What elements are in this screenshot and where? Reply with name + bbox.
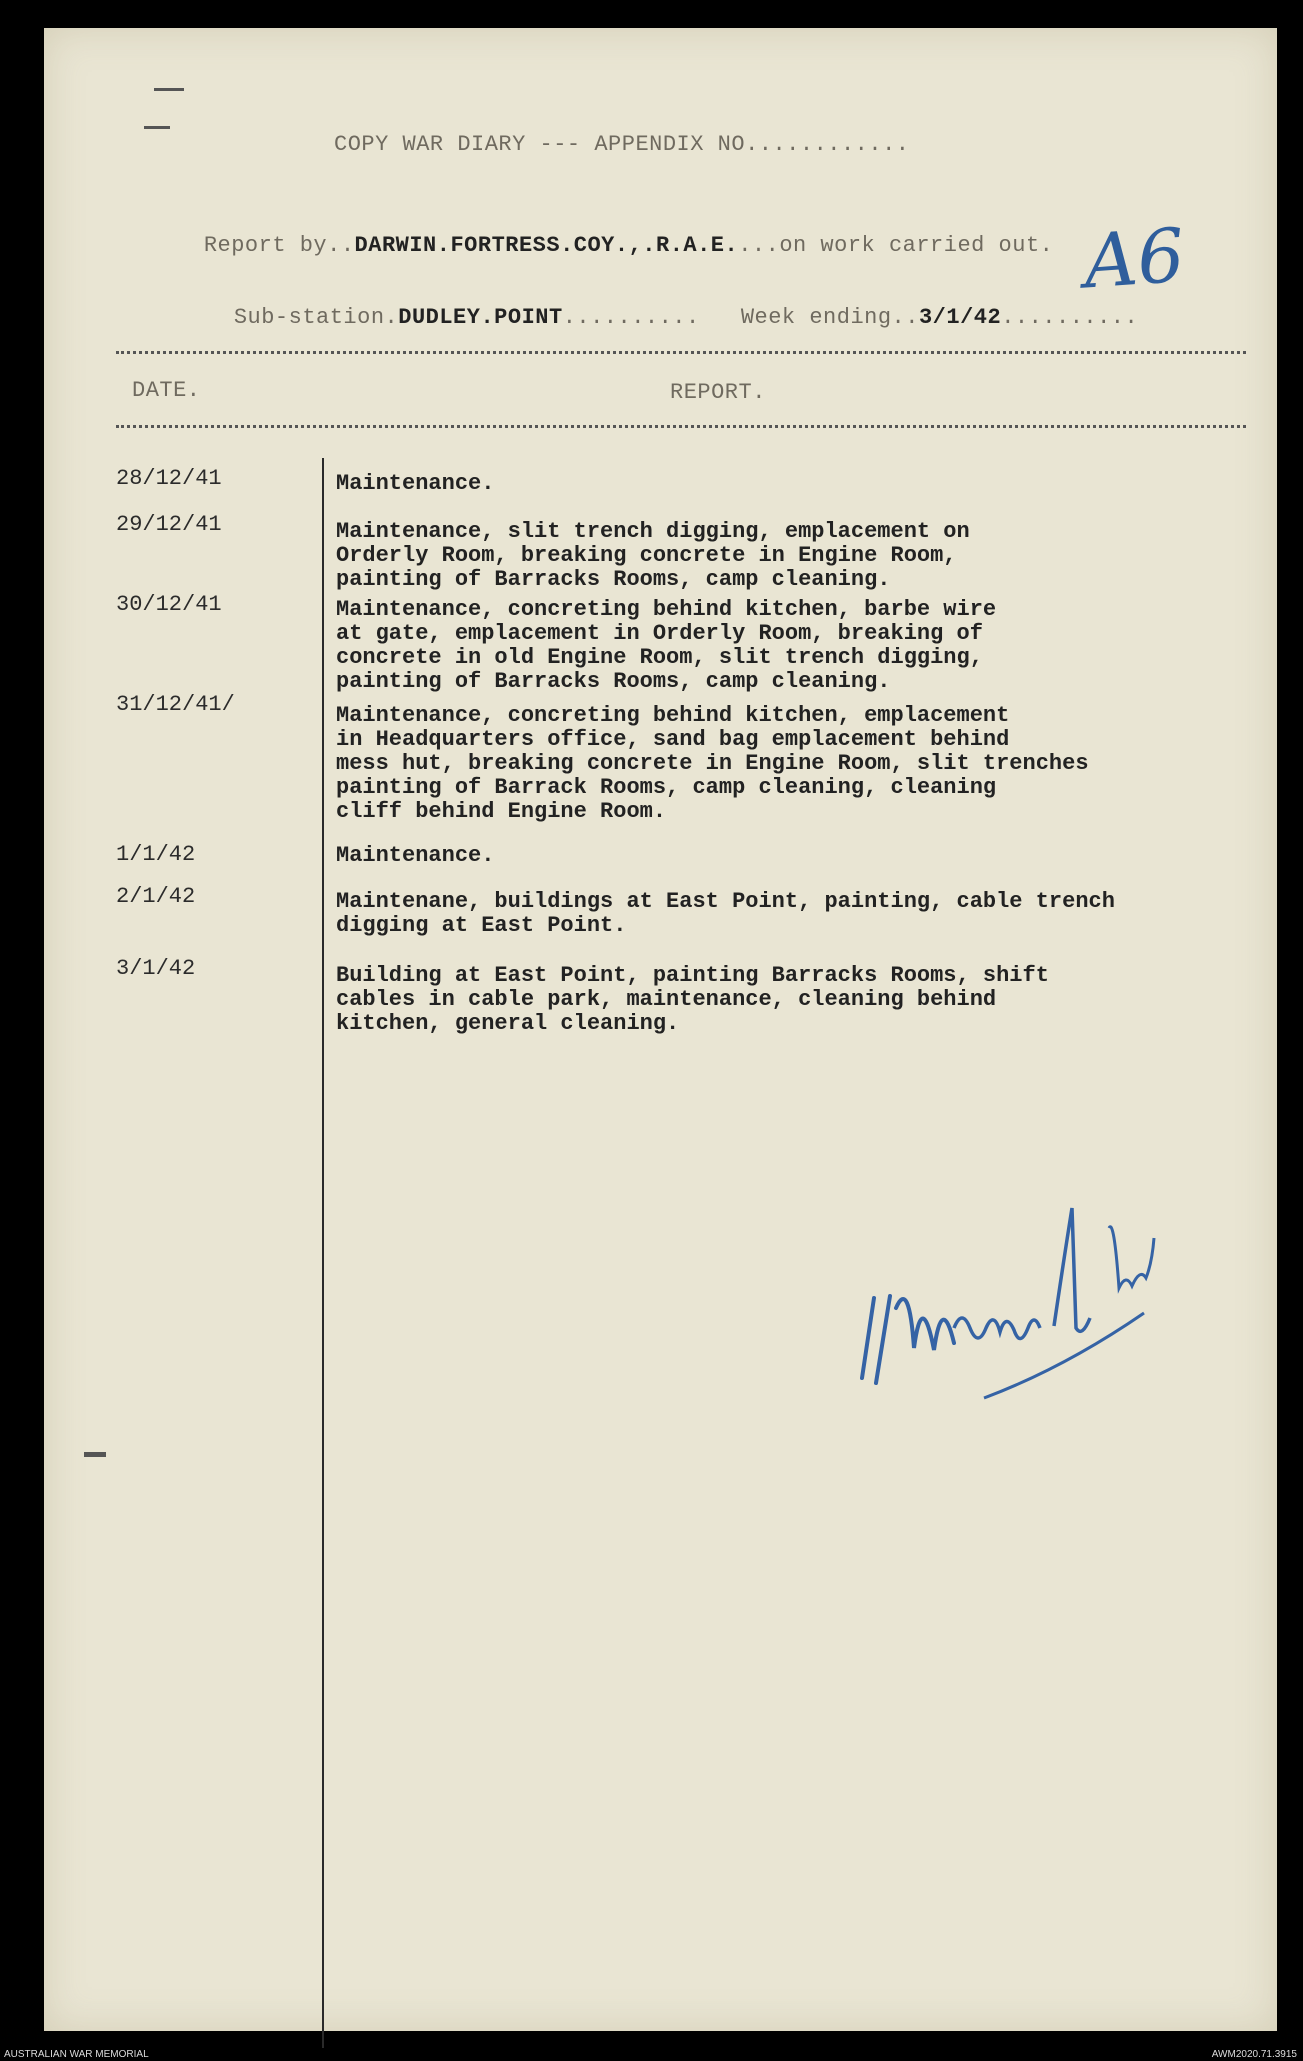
entry-date: 2/1/42 bbox=[116, 884, 196, 909]
week-ending-label: Week ending.. bbox=[740, 305, 919, 330]
entry-date: 31/12/41/ bbox=[116, 692, 235, 717]
week-ending-dots: .......... bbox=[1001, 305, 1139, 330]
entry-date: 1/1/42 bbox=[116, 842, 196, 867]
signature bbox=[814, 1178, 1214, 1458]
entry-report: Maintenance, concreting behind kitchen, barbe wire at gate, emplacement in Orderly Room, breaking of concrete in old Engine Room, slit trench digging, painting of Barracks Rooms, camp cleaning. bbox=[336, 597, 997, 694]
punch-mark bbox=[84, 1452, 106, 1457]
dotted-divider bbox=[116, 425, 1246, 428]
document-page bbox=[44, 28, 1277, 2031]
substation-dots: .......... bbox=[562, 305, 700, 330]
week-ending-value: 3/1/42 bbox=[918, 305, 1002, 330]
substation-name: DUDLEY.POINT bbox=[398, 305, 563, 330]
date-column-header: DATE. bbox=[132, 378, 201, 403]
entry-report: Building at East Point, painting Barracks Rooms, shift cables in cable park, maintenance, cleaning behind kitchen, general cleaning. bbox=[336, 963, 1049, 1036]
punch-mark bbox=[144, 126, 170, 129]
report-unit: DARWIN.FORTRESS.COY.,.R.A.E. bbox=[354, 233, 739, 258]
footer-left: AUSTRALIAN WAR MEMORIAL bbox=[4, 2049, 149, 2060]
report-column-header: REPORT. bbox=[670, 380, 766, 405]
entry-report: Maintenane, buildings at East Point, painting, cable trench digging at East Point. bbox=[336, 889, 1115, 938]
dotted-divider bbox=[116, 351, 1246, 354]
entry-report: Maintenance. bbox=[336, 843, 495, 868]
margin-stamp-faded bbox=[132, 878, 158, 1278]
page-title: COPY WAR DIARY --- APPENDIX NO............ bbox=[334, 132, 910, 157]
entry-date: 30/12/41 bbox=[116, 592, 222, 617]
entry-date: 28/12/41 bbox=[116, 466, 222, 491]
column-rule bbox=[322, 458, 324, 2048]
report-by-suffix: ...on work carried out. bbox=[738, 233, 1054, 258]
substation-line bbox=[179, 280, 1138, 355]
substation-prefix: Sub-station. bbox=[233, 305, 399, 330]
report-by-prefix: Report by.. bbox=[203, 233, 355, 258]
handwritten-reference: A6 bbox=[1081, 212, 1188, 306]
entry-date: 3/1/42 bbox=[116, 956, 196, 981]
entry-report: Maintenance, concreting behind kitchen, emplacement in Headquarters office, sand bag emplacement behind mess hut, breaking concrete in Engine Room, slit trenches painting of Barrack Rooms, camp cleaning, cleaning cliff behind Engine Room. bbox=[336, 703, 1089, 824]
entry-report: Maintenance. bbox=[336, 471, 495, 496]
footer-right: AWM2020.71.3915 bbox=[1211, 2049, 1297, 2060]
punch-mark bbox=[154, 88, 184, 91]
entry-date: 29/12/41 bbox=[116, 512, 222, 537]
entry-report: Maintenance, slit trench digging, emplacement on Orderly Room, breaking concrete in Engine Room, painting of Barracks Rooms, camp cleaning. bbox=[336, 519, 970, 592]
report-by-line bbox=[149, 208, 1053, 283]
